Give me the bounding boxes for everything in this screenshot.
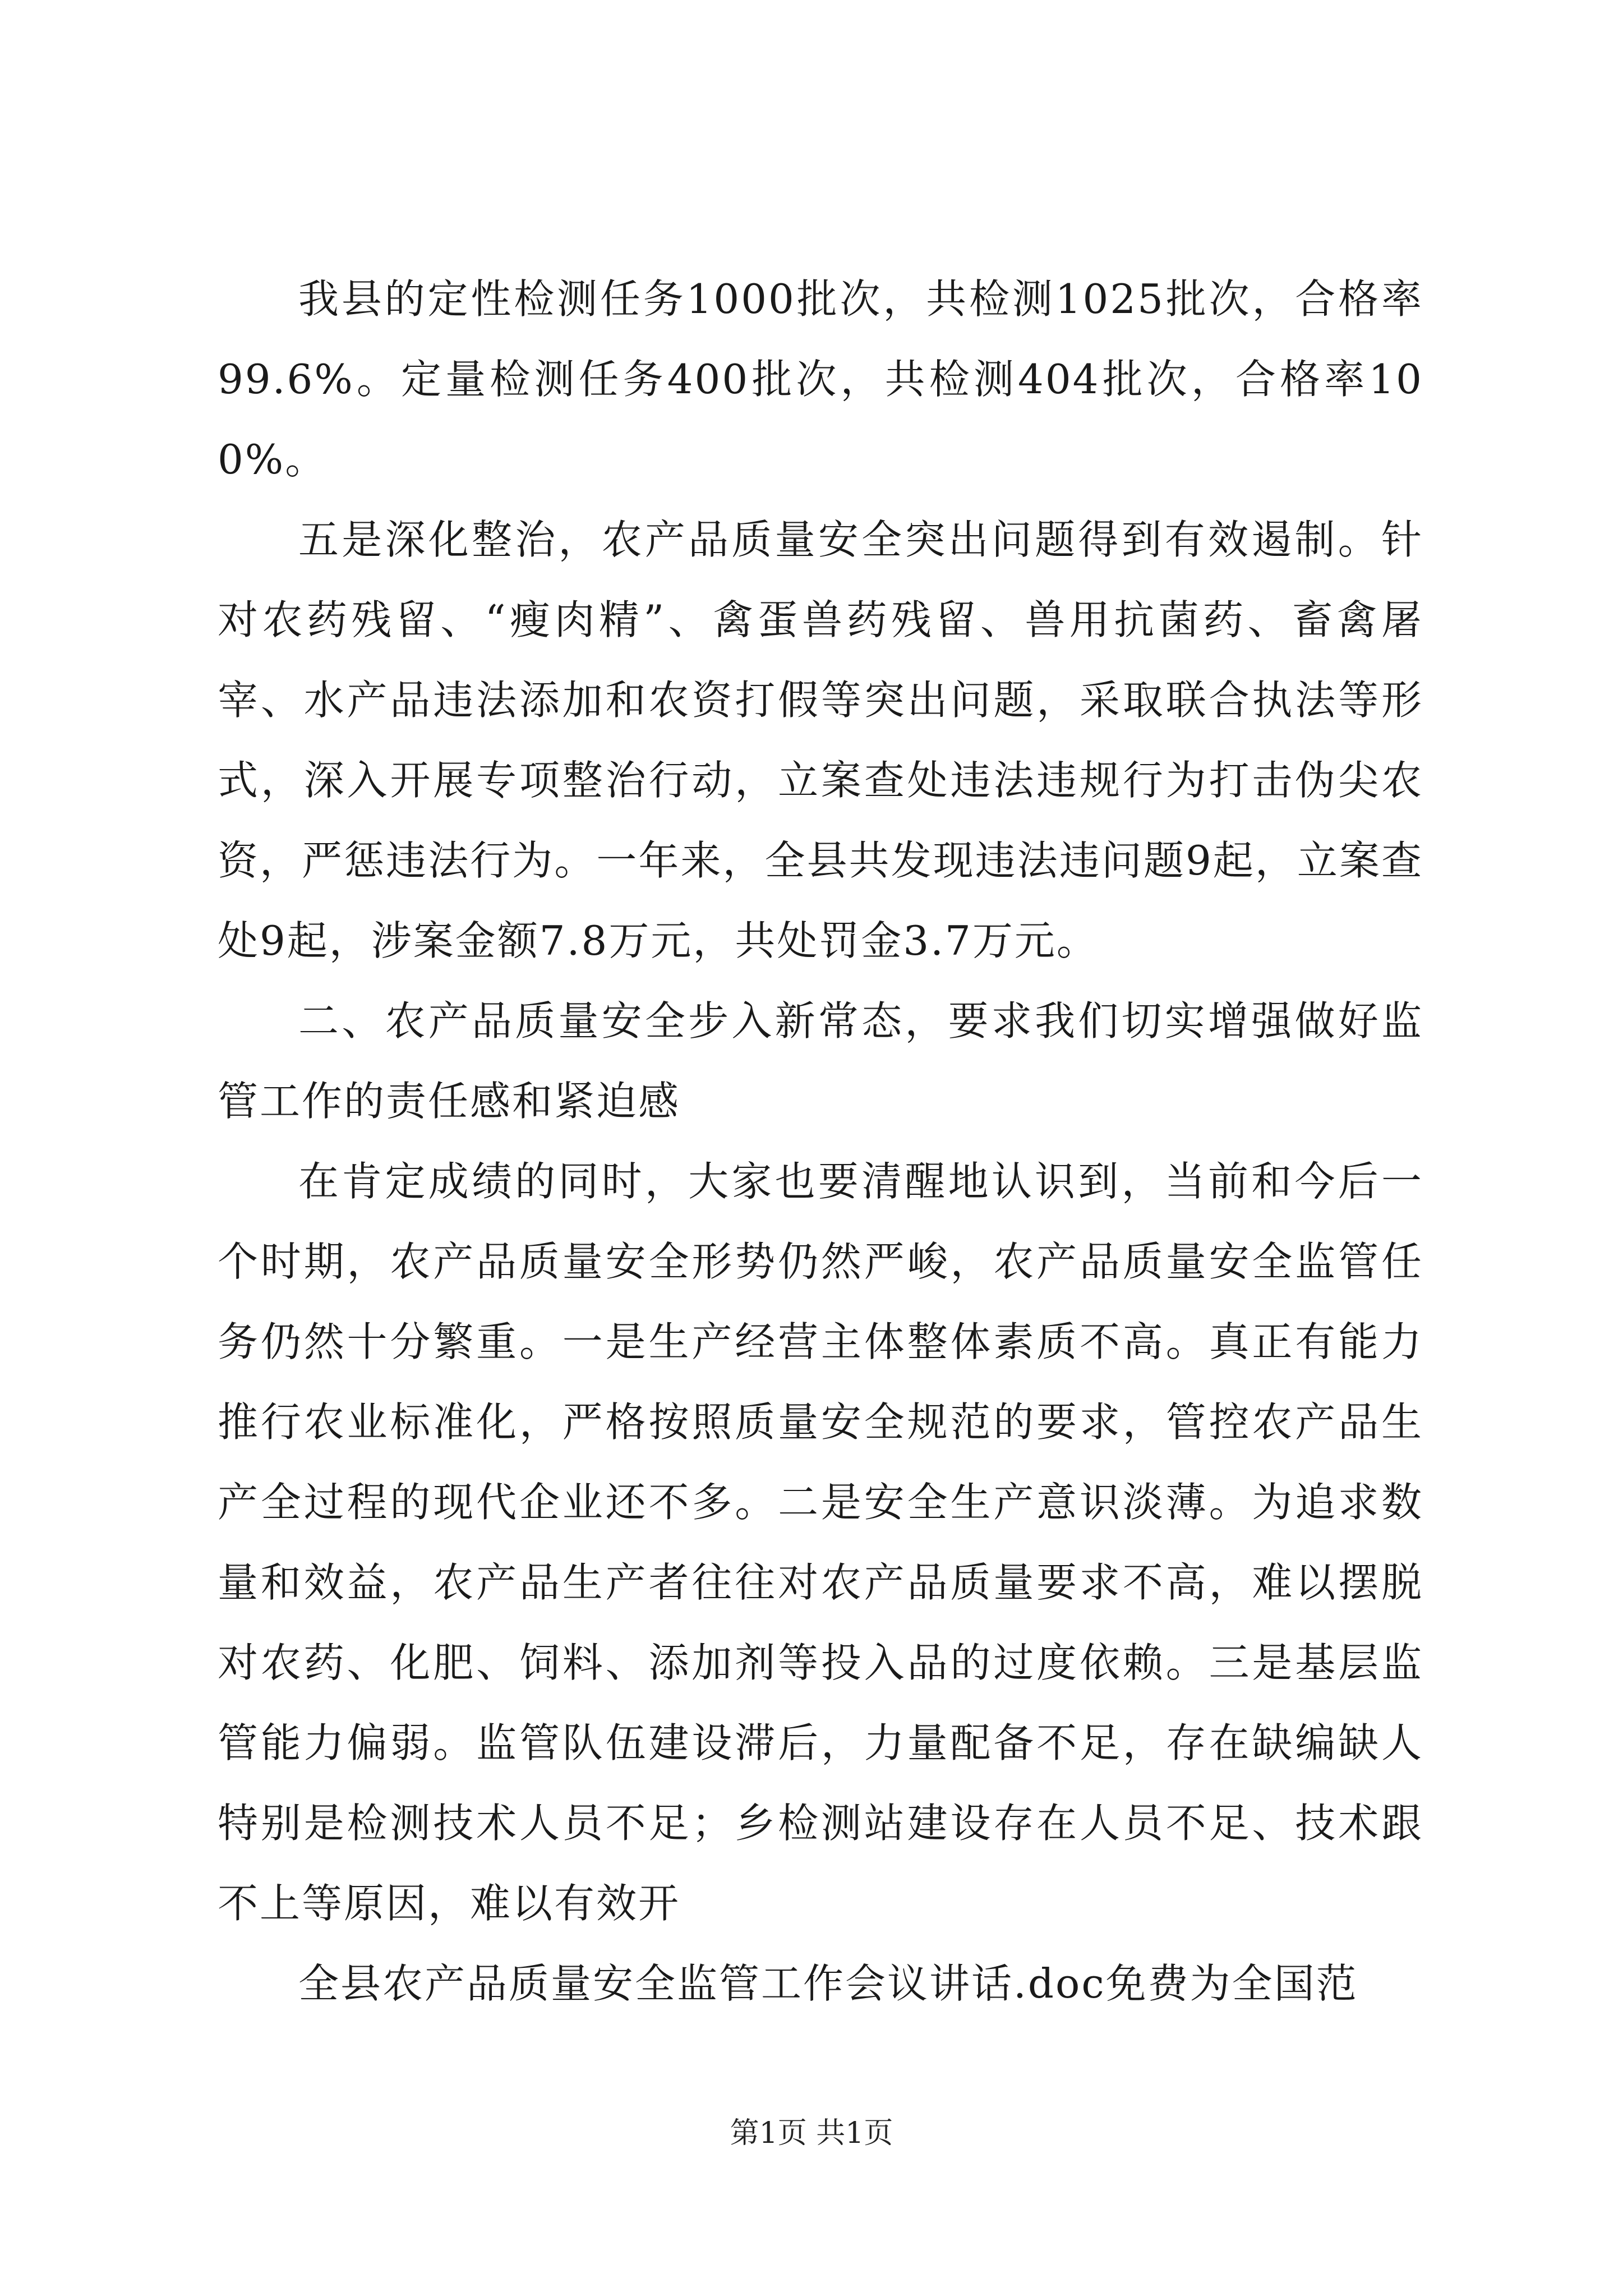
paragraph-challenges: 在肯定成绩的同时，大家也要清醒地认识到，当前和今后一个时期，农产品质量安全形势仍然严峻，农产品质量安全监管任务仍然十分繁重。一是生产经营主体整体素质不高。真正有能力推行农业标准化，严格按照质量安全规范的要求，管控农产品生产全过程的现代企业还不多。二是安全生产意识淡薄。为追求数量和效益，农产品生产者往往对农产品质量要求不高，难以摆脱对农药、化肥、饲料、添加剂等投入品的过度依赖。三是基层监管能力偏弱。监管队伍建设滞后，力量配备不足，存在缺编缺人特别是检测技术人员不足；乡检测站建设存在人员不足、技术跟不上等原因，难以有效开 xyxy=(218,1158,1423,1927)
paragraph-rectification: 五是深化整治，农产品质量安全突出问题得到有效遏制。针对农药残留、“瘦肉精”、禽蛋兽药残留、兽用抗菌药、畜禽屠宰、水产品违法添加和农资打假等突出问题，采取联合执法等形式，深入开展专项整治行动，立案查处违法违规行为打击伪尖农资，严惩违法行为。一年来，全县共发现违法违问题9起，立案查处9起，涉案金额7.8万元，共处罚金3.7万元。 xyxy=(218,516,1423,964)
section-heading-new-normal: 二、农产品质量安全步入新常态，要求我们切实增强做好监管工作的责任感和紧迫感 xyxy=(218,997,1423,1125)
document-body xyxy=(218,259,1423,2024)
page-footer: 第1页 共1页 xyxy=(730,2116,893,2150)
paragraph-doc-title: 全县农产品质量安全监管工作会议讲话.doc免费为全国范 xyxy=(298,1960,1358,2007)
paragraph-inspection-results: 我县的定性检测任务1000批次，共检测1025批次，合格率99.6%。定量检测任务400批次，共检测404批次，合格率100%。 xyxy=(218,275,1423,483)
